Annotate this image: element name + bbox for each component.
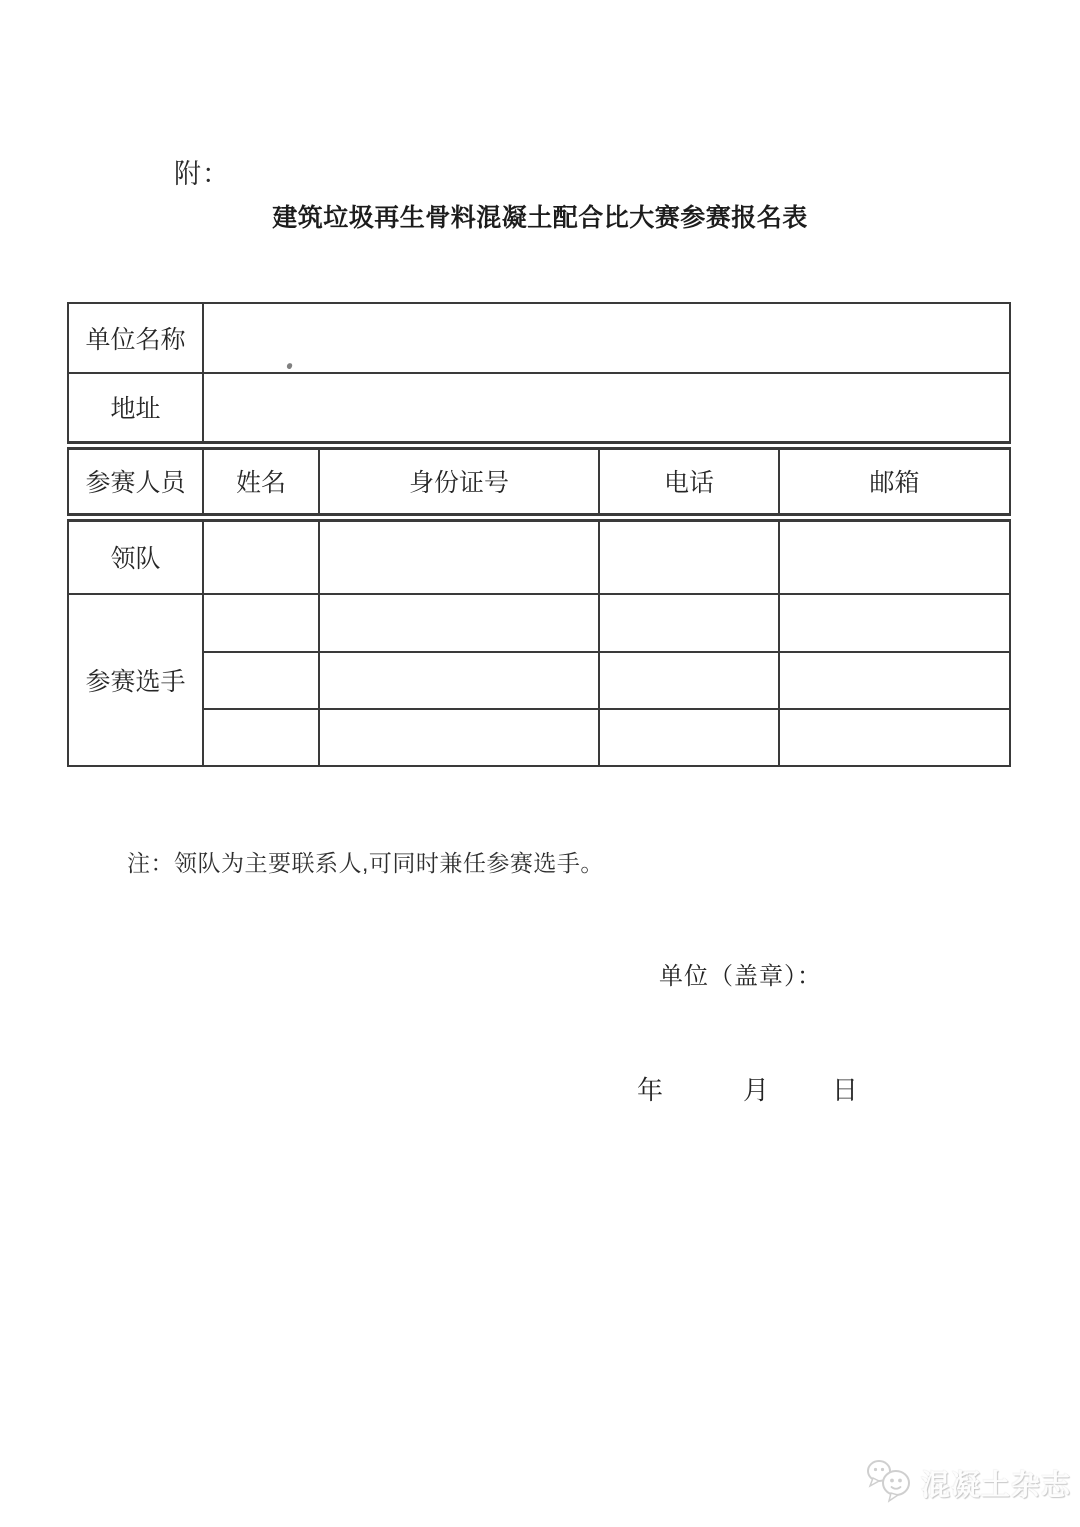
contestant3-id-blank-cell <box>319 709 599 766</box>
watermark-label: 混凝土杂志 <box>921 1470 1072 1502</box>
leader-email-blank-cell <box>779 517 1010 594</box>
contestant1-phone-blank-cell <box>599 594 779 652</box>
wechat-icon <box>866 1458 914 1509</box>
table-header-row <box>68 445 1010 517</box>
header-email: 邮箱 <box>779 445 1010 517</box>
contestant3-phone-blank-cell <box>599 709 779 766</box>
form-title: 建筑垃圾再生骨料混凝土配合比大赛参赛报名表 <box>272 204 808 232</box>
unit-seal-label: 单位（盖章）： <box>659 964 822 990</box>
contestant2-id-blank-cell <box>319 652 599 709</box>
table-row-contestant-3 <box>68 709 1010 766</box>
contestant-label: 参赛选手 <box>68 594 203 766</box>
table-row-contestant-1 <box>68 594 1010 652</box>
table-row-leader <box>68 517 1010 594</box>
header-id-number: 身份证号 <box>319 445 599 517</box>
address-label: 地址 <box>68 373 203 445</box>
contestant2-name-blank-cell <box>203 652 319 709</box>
header-phone: 电话 <box>599 445 779 517</box>
unit-name-label: 单位名称 <box>68 303 203 373</box>
leader-phone-blank-cell <box>599 517 779 594</box>
contestant3-email-blank-cell <box>779 709 1010 766</box>
contestant1-email-blank-cell <box>779 594 1010 652</box>
table-row-unit-name <box>68 303 1010 373</box>
contestant2-phone-blank-cell <box>599 652 779 709</box>
contestant1-name-blank-cell <box>203 594 319 652</box>
leader-name-blank-cell <box>203 517 319 594</box>
registration-table <box>67 302 1011 767</box>
header-name: 姓名 <box>203 445 319 517</box>
unit-name-blank-cell <box>203 303 1010 373</box>
leader-id-blank-cell <box>319 517 599 594</box>
table-row-contestant-2 <box>68 652 1010 709</box>
header-participants: 参赛人员 <box>68 445 203 517</box>
note-text: 注：领队为主要联系人,可同时兼任参赛选手。 <box>127 850 604 876</box>
leader-label: 领队 <box>68 517 203 594</box>
month-label: 月 <box>743 1076 770 1105</box>
contestant1-id-blank-cell <box>319 594 599 652</box>
contestant2-email-blank-cell <box>779 652 1010 709</box>
attachment-label: 附： <box>174 159 230 189</box>
watermark <box>866 1458 1071 1509</box>
year-label: 年 <box>637 1076 664 1105</box>
day-label: 日 <box>832 1076 859 1105</box>
contestant3-name-blank-cell <box>203 709 319 766</box>
table-row-address <box>68 373 1010 445</box>
address-blank-cell <box>203 373 1010 445</box>
